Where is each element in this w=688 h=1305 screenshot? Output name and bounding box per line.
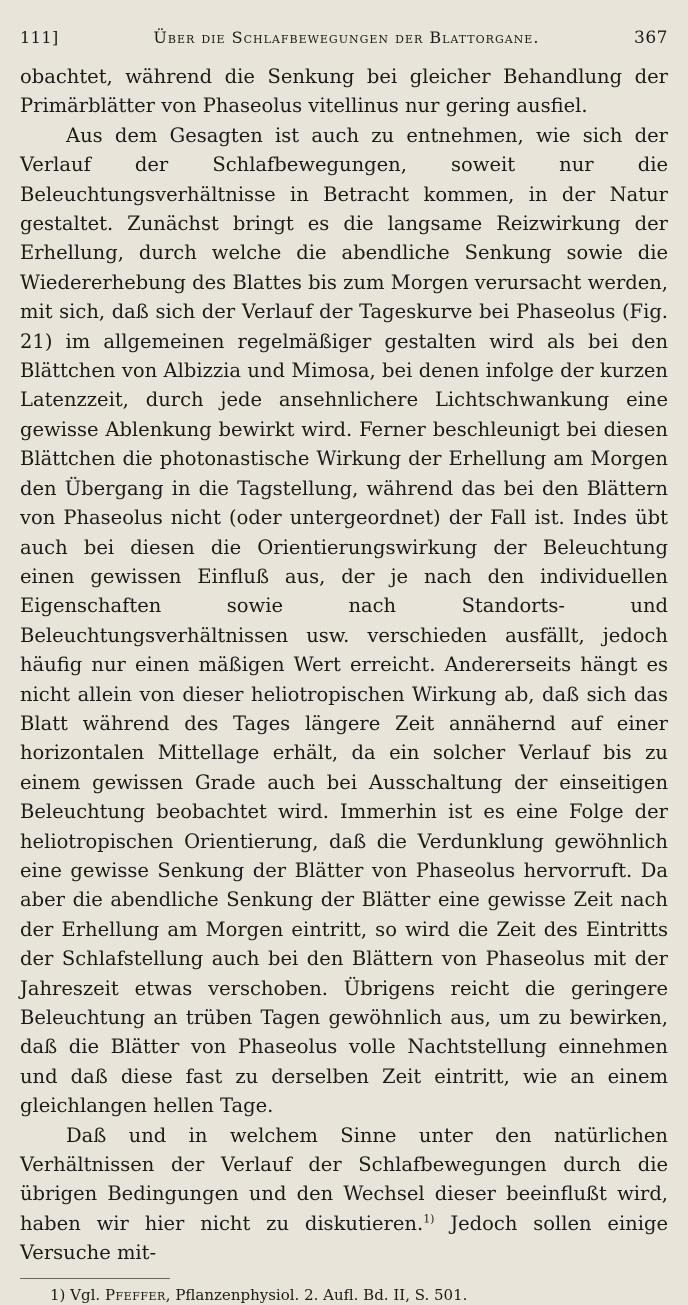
body-text bbox=[20, 62, 668, 1268]
footnote-citation: , Pflanzenphysiol. 2. Aufl. Bd. II, S. 501. bbox=[165, 1285, 468, 1304]
paragraph-final bbox=[20, 1121, 668, 1268]
paragraph-main: Aus dem Gesagten ist auch zu entnehmen, wie sich der Verlauf der Schlafbewegungen, soweit nur die Beleuchtungsverhältnisse in Betracht kommen, in der Natur gestaltet. Zunächst bringt es die langsame Reizwirkung der Erhellung, durch welche die abendliche Senkung sowie die Wiedererhebung des Blattes bis zum Morgen verursacht werden, mit sich, daß sich der Verlauf der Tageskurve bei Phaseolus (Fig. 21) im allgemeinen regelmäßiger gestalten wird als bei den Blättchen von Albizzia und Mimosa, bei denen infolge der kurzen Latenzzeit, durch jede ansehnlichere Lichtschwankung eine gewisse Ablenkung bewirkt wird. Ferner beschleunigt bei diesen Blättchen die photonastische Wirkung der Erhellung am Morgen den Übergang in die Tagstellung, während das bei den Blättern von Phaseolus nicht (oder untergeordnet) der Fall ist. Indes übt auch bei diesen die Orientierungswirkung der Beleuchtung einen gewissen Einfluß aus, der je nach den individuellen Eigenschaften sowie nach Standorts- und Beleuchtungsverhältnissen usw. verschieden ausfällt, jedoch häufig nur einen mäßigen Wert erreicht. Andererseits hängt es nicht allein von dieser heliotropischen Wirkung ab, daß sich das Blatt während des Tages längere Zeit annähernd auf einer horizontalen Mittellage erhält, da ein solcher Verlauf bis zu einem gewissen Grade auch bei Ausschaltung der einseitigen Beleuchtung beobachtet wird. Immerhin ist es eine Folge der heliotropischen Orientierung, daß die Verdunklung gewöhnlich eine gewisse Senkung der Blätter von Phaseolus hervorruft. Da aber die abendliche Senkung der Blätter eine gewisse Zeit nach der Erhellung am Morgen eintritt, so wird die Zeit des Eintritts der Schlafstellung auch bei den Blättern von Phaseolus mit der Jahreszeit etwas verschoben. Übrigens reicht die geringere Beleuchtung an trüben Tagen gewöhnlich aus, um zu bewirken, daß die Blätter von Phaseolus volle Nachtstellung einnehmen und daß diese fast zu derselben Zeit eintritt, wie an einem gleichlangen hellen Tage. bbox=[20, 123, 668, 1118]
paragraph-final-tail: Jedoch sollen einige Versuche mit- bbox=[20, 1211, 668, 1265]
footnote-divider bbox=[20, 1278, 170, 1279]
footnote-author: Pfeffer bbox=[104, 1285, 166, 1304]
paragraph-continuation: obachtet, während die Senkung bei gleicher Behandlung der Primärblätter von Phaseolus vitellinus nur gering ausfiel. bbox=[20, 65, 668, 118]
footnote-reference[interactable]: 1) bbox=[423, 1212, 435, 1226]
footnote-mark: 1) bbox=[50, 1285, 66, 1304]
paragraph-final-text: Daß und in welchem Sinne unter den natürlichen Verhältnissen der Verlauf der Schlafbewegungen durch die übrigen Bedingungen und den Wechsel dieser beeinflußt wird, haben wir hier nicht zu diskutieren. bbox=[20, 1123, 668, 1235]
running-title: Über die Schlafbewegungen der Blattorgane. bbox=[153, 28, 540, 47]
page-number: 367 bbox=[634, 28, 668, 48]
chapter-number: 111] bbox=[20, 28, 59, 47]
footnote bbox=[20, 1285, 668, 1305]
footnote-prefix: Vgl. bbox=[65, 1285, 105, 1304]
running-header bbox=[20, 28, 668, 48]
